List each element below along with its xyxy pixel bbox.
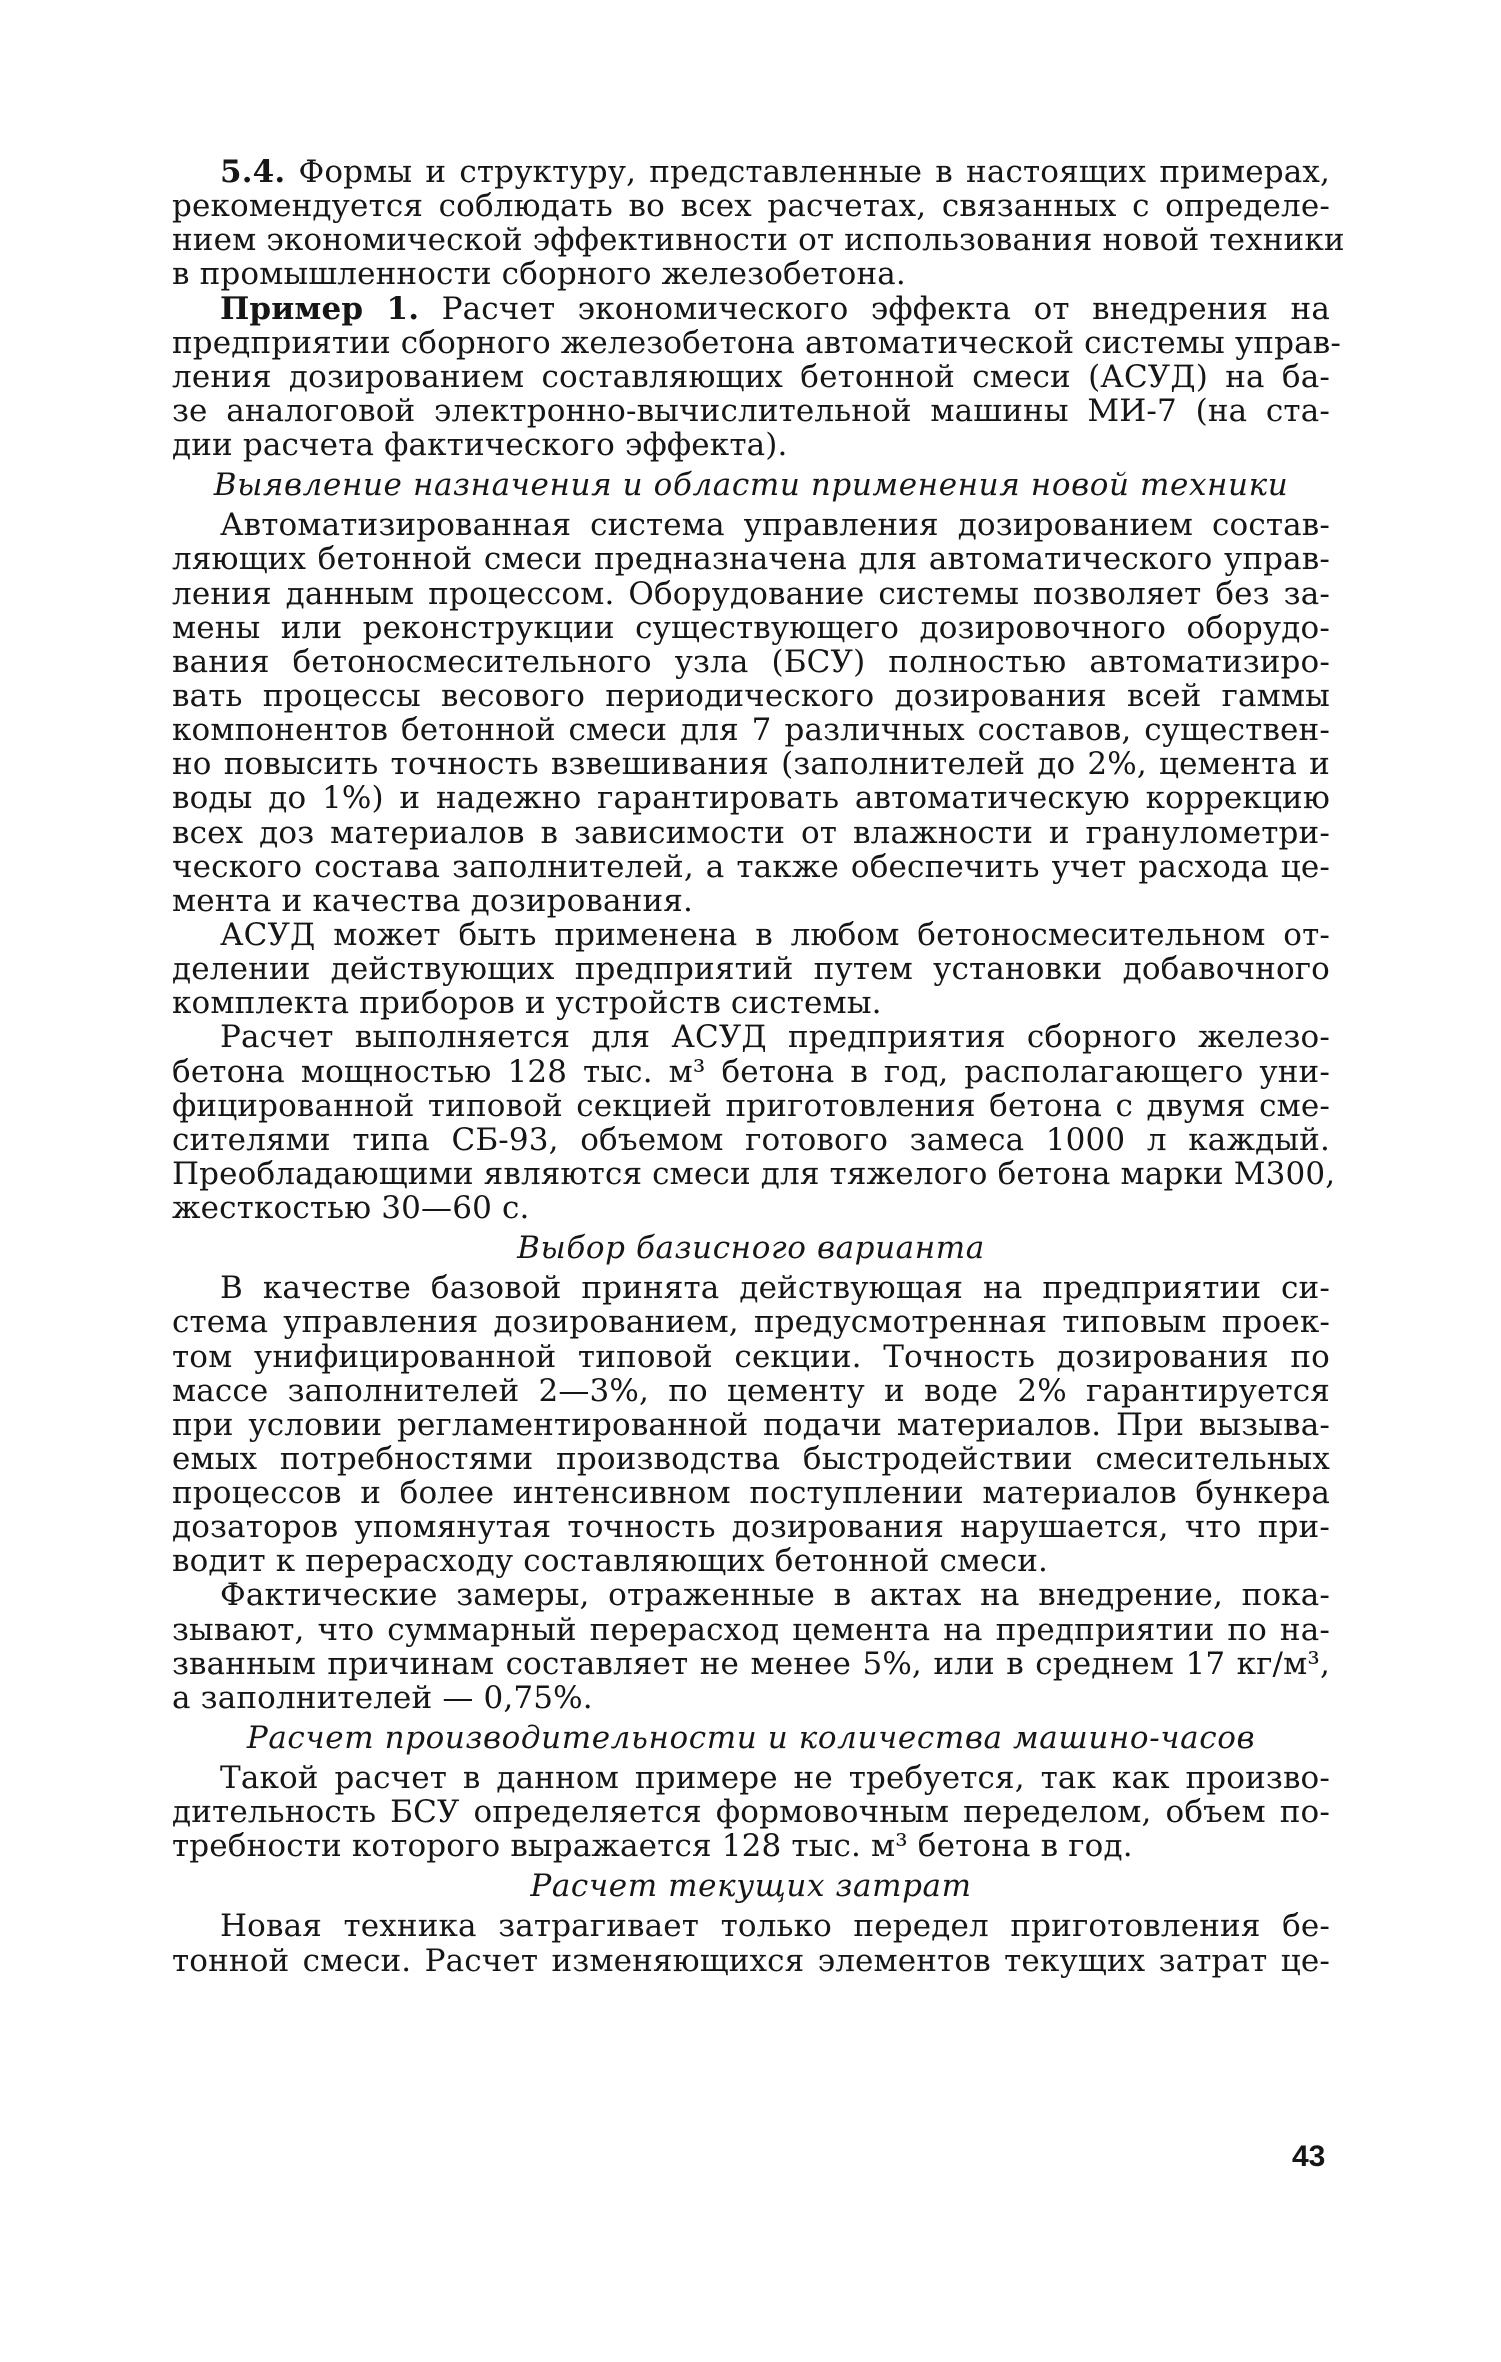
text-line: мента и качества дозирования. [172, 882, 693, 919]
text-line: дии расчета фактического эффекта). [172, 427, 788, 464]
clause-number: 5.4. [220, 154, 286, 190]
text-line: делении действующих предприятий путем установки добавочного [172, 951, 1330, 988]
paragraph-example-1 [172, 290, 1341, 464]
text-line: Пример 1. Расчет экономического эффекта от внедрения на [220, 290, 1330, 327]
text-line: ления дозированием составляющих бетонной смеси (АСУД) на ба- [172, 358, 1330, 395]
text-line: Новая техника затрагивает только передел приготовления бе- [220, 1908, 1330, 1945]
text-line: ления данным процессом. Оборудование системы позволяет без за- [172, 575, 1330, 612]
text-line: званным причинам составляет не менее 5%, или в среднем 17 кг/м³, [172, 1645, 1330, 1682]
example-label: Пример 1. [220, 290, 420, 327]
page-number: 43 [1292, 2140, 1326, 2173]
section-paragraph [172, 1578, 1330, 1715]
text-line: процессов и более интенсивном поступлении материалов бункера [172, 1475, 1330, 1512]
text-line: требности которого выражается 128 тыс. м³ бетона в год. [172, 1828, 1133, 1865]
text-line: дительность БСУ определяется формовочным переделом, объем по- [172, 1794, 1330, 1831]
text-line: фицированной типовой секцией приготовления бетона с двумя сме- [172, 1087, 1330, 1124]
text-line: тонной смеси. Расчет изменяющихся элементов текущих затрат це- [172, 1942, 1330, 1979]
text-line: мены или реконструкции существующего дозировочного оборудо- [172, 609, 1330, 646]
section-paragraph [172, 1019, 1336, 1227]
section-paragraph [172, 918, 1330, 1020]
text-line: емых потребностями производства быстродействии смесительных [172, 1440, 1330, 1477]
section-paragraph [172, 1761, 1330, 1863]
text-line: водит к перерасходу составляющих бетонной смеси. [172, 1543, 1049, 1580]
text-line: Автоматизированная система управления дозированием состав- [220, 507, 1330, 544]
text-line: ческого состава заполнителей, а также обеспечить учет расхода це- [172, 848, 1330, 885]
text-line: стема управления дозированием, предусмотренная типовым проек- [172, 1304, 1330, 1341]
text-line: рекомендуется соблюдать во всех расчетах, связанных с определе- [172, 188, 1330, 225]
text-line: Расчет выполняется для АСУД предприятия сборного железо- [220, 1019, 1330, 1056]
text-line: вать процессы весового периодического дозирования всей гаммы [172, 677, 1330, 714]
text-line: ляющих бетонной смеси предназначена для автоматического управ- [172, 541, 1330, 578]
document-page [172, 154, 1345, 1979]
text-line: предприятии сборного железобетона автоматической системы управ- [172, 324, 1341, 361]
text-line: сителями типа СБ-93, объемом готового замеса 1000 л каждый. [172, 1121, 1330, 1158]
text-line: АСУД может быть применена в любом бетоносмесительном от- [220, 916, 1330, 953]
text-line: нием экономической эффективности от использования новой техники [172, 222, 1345, 259]
text-line: жесткостью 30—60 с. [172, 1190, 530, 1227]
section-paragraph [172, 508, 1330, 918]
section-heading: Расчет текущих затрат [530, 1868, 972, 1905]
section-heading: Выявление назначения и области применения новой техники [213, 467, 1289, 504]
text-line: комплекта приборов и устройств системы. [172, 985, 882, 1022]
text-line: в промышленности сборного железобетона. [172, 256, 906, 293]
text-line: Фактические замеры, отраженные в актах на внедрение, пока- [220, 1577, 1330, 1614]
text-line: зывают, что суммарный перерасход цемента на предприятии по на- [172, 1611, 1330, 1648]
text-line: компонентов бетонной смеси для 7 различных составов, существен- [172, 712, 1330, 749]
section-paragraph [172, 1909, 1330, 1977]
text-line: при условии регламентированной подачи материалов. При вызыва- [172, 1406, 1330, 1443]
text-line: В качестве базовой принята действующая на предприятии си- [220, 1270, 1330, 1307]
section-heading: Расчет производительности и количества машино-часов [246, 1720, 1256, 1757]
text-line: а заполнителей — 0,75%. [172, 1679, 593, 1716]
paragraph-5-4 [172, 154, 1345, 293]
section-paragraph [172, 1271, 1330, 1578]
text-line: дозаторов упомянутая точность дозирования нарушается, что при- [172, 1509, 1330, 1546]
text-line: всех доз материалов в зависимости от влажности и гранулометри- [172, 814, 1330, 851]
text-line: 5.4. Формы и структуру, представленные в настоящих примерах, [220, 154, 1330, 190]
text-line: Преобладающими являются смеси для тяжелого бетона марки М300, [172, 1155, 1336, 1192]
text-line: том унифицированной типовой секции. Точность дозирования по [172, 1338, 1330, 1375]
text-line: бетона мощностью 128 тыс. м³ бетона в год, располагающего уни- [172, 1053, 1330, 1090]
text-line: но повысить точность взвешивания (заполнителей до 2%, цемента и [172, 746, 1330, 783]
section-heading: Выбор базисного варианта [517, 1230, 985, 1267]
text-line: воды до 1%) и надежно гарантировать автоматическую коррекцию [172, 780, 1330, 817]
text-line: вания бетоносмесительного узла (БСУ) полностью автоматизиро- [172, 643, 1330, 680]
text-line: массе заполнителей 2—3%, по цементу и воде 2% гарантируется [172, 1372, 1330, 1409]
text-line: зе аналоговой электронно-вычислительной машины МИ-7 (на ста- [172, 392, 1330, 429]
text-line: Такой расчет в данном примере не требуется, так как произво- [220, 1760, 1330, 1797]
